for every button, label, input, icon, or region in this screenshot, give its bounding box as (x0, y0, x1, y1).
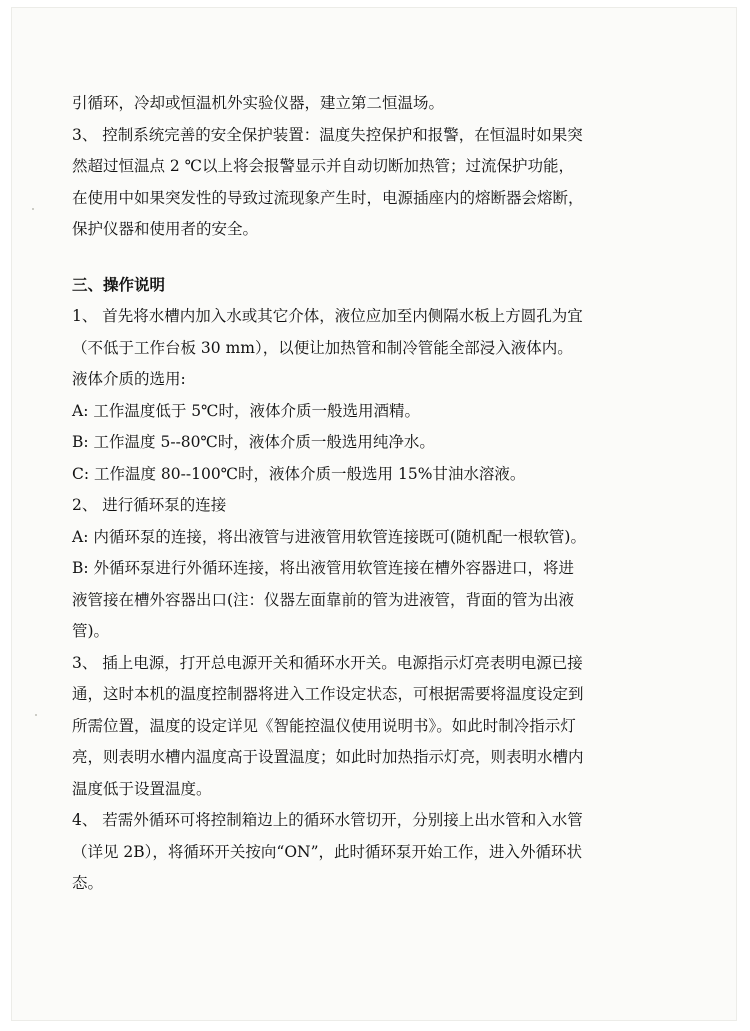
body-line: 3、 插上电源，打开总电源开关和循环水开关。电源指示灯亮表明电源已接 (72, 653, 583, 672)
body-line: C: 工作温度 80--100℃时，液体介质一般选用 15%甘油水溶液。 (72, 464, 526, 483)
body-line: B: 外循环泵进行外循环连接，将出液管用软管连接在槽外容器进口，将进 (72, 559, 575, 577)
body-line: （详见 2B），将循环开关按向“ON”，此时循环泵开始工作，进入外循环状 (72, 842, 583, 861)
scan-speck (32, 208, 34, 210)
body-line: 2、 进行循环泵的连接 (72, 496, 227, 514)
body-line: B: 工作温度 5--80℃时，液体介质一般选用纯净水。 (72, 433, 435, 451)
body-line: 保护仪器和使用者的安全。 (72, 220, 259, 238)
body-line: 态。 (72, 874, 104, 892)
body-line: 然超过恒温点 2 ℃以上将会报警显示并自动切断加热管；过流保护功能， (72, 157, 575, 175)
document-body (72, 88, 662, 900)
body-line: 在使用中如果突发性的导致过流现象产生时，电源插座内的熔断器会熔断， (72, 188, 584, 207)
body-line: A: 内循环泵的连接，将出液管与进液管用软管连接既可(随机配一根软管)。 (72, 527, 586, 546)
body-line: （不低于工作台板 30 mm），以便让加热管和制冷管能全部浸入液体内。 (72, 338, 573, 357)
body-line: 温度低于设置温度。 (72, 779, 212, 798)
body-line: 亮，则表明水槽内温度高于设置温度；如此时加热指示灯亮，则表明水槽内 (72, 748, 584, 766)
body-line: 液管接在槽外容器出口(注：仪器左面靠前的管为进液管，背面的管为出液 (72, 590, 575, 609)
body-line: 所需位置，温度的设定详见《智能控温仪使用说明书》。如此时制冷指示灯 (72, 716, 576, 735)
body-line: 管)。 (72, 622, 110, 640)
section-gap (72, 246, 662, 270)
body-line: 1、 首先将水槽内加入水或其它介体，液位应加至内侧隔水板上方圆孔为宜 (72, 307, 583, 325)
scan-speck (35, 714, 37, 716)
body-line: 4、 若需外循环可将控制箱边上的循环水管切开，分别接上出水管和入水管 (72, 811, 583, 829)
body-line: 3、 控制系统完善的安全保护装置：温度失控保护和报警，在恒温时如果突 (72, 125, 583, 144)
section-title: 三、操作说明 (72, 275, 166, 294)
section-continuation (72, 88, 662, 246)
body-line: 引循环，冷却或恒温机外实验仪器，建立第二恒温场。 (72, 94, 445, 112)
body-line: 通，这时本机的温度控制器将进入工作设定状态，可根据需要将温度设定到 (72, 685, 584, 703)
body-line: 液体介质的选用: (72, 370, 186, 388)
body-line: A: 工作温度低于 5℃时，液体介质一般选用酒精。 (72, 401, 420, 420)
section-operation-instructions (72, 270, 662, 900)
